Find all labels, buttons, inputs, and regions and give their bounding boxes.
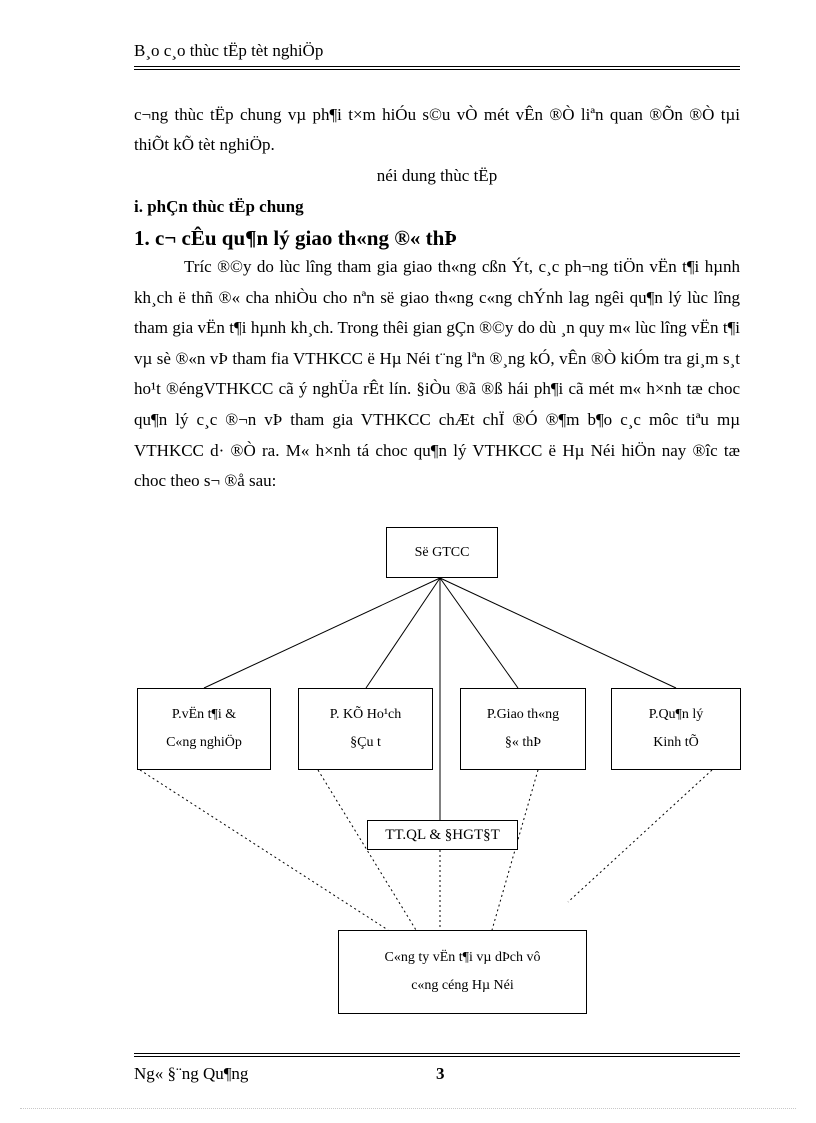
box-company-line2: c«ng céng Hµ Néi bbox=[411, 978, 514, 993]
header-title: B¸o c¸o thùc tËp tèt nghiÖp bbox=[134, 41, 324, 60]
box-so-gtcc bbox=[386, 527, 498, 578]
intro-paragraph: c¬ng thùc tËp chung vµ ph¶i t×m hiÓu s©u vÒ mét vÊn ®Ò liªn quan ®Õn ®Ò tµi thiÕt kÕ tèt nghiÖp. bbox=[134, 105, 740, 154]
box-dept-van-tai bbox=[137, 688, 271, 770]
box-dept-quan-ly bbox=[611, 688, 741, 770]
box-dept-van-tai-line2: C«ng nghiÖp bbox=[166, 735, 242, 750]
dotted-dept1-company bbox=[140, 770, 388, 930]
connector-dept1 bbox=[204, 578, 440, 688]
section-center-title: néi dung thùc tËp bbox=[376, 166, 498, 185]
page-number: 3 bbox=[436, 1064, 445, 1083]
box-dept-giao-thong-line1: P.Giao th«ng bbox=[486, 707, 560, 722]
box-tt-ql bbox=[367, 820, 518, 850]
page-break-divider bbox=[20, 1108, 796, 1109]
box-tt-ql-label: TT.QL & §HGT§T bbox=[385, 827, 500, 843]
connector-dept4 bbox=[440, 578, 676, 688]
dotted-dept4-company bbox=[568, 770, 712, 902]
box-dept-ke-hoach bbox=[298, 688, 433, 770]
box-dept-giao-thong-line2: §« thÞ bbox=[504, 735, 542, 750]
footer-rule-top bbox=[134, 1053, 740, 1054]
connector-dept3 bbox=[440, 578, 518, 688]
subsection-heading: 1. c¬ cÊu qu¶n lý giao th«ng ®« thÞ bbox=[134, 226, 458, 250]
box-dept-quan-ly-line1: P.Qu¶n lý bbox=[648, 707, 704, 722]
box-dept-ke-hoach-line1: P. KÕ Ho¹ch bbox=[329, 707, 402, 722]
footer-author: Ng« §¨ng Qu¶ng bbox=[134, 1064, 249, 1083]
dotted-dept2-company bbox=[318, 770, 416, 930]
dotted-dept3-company bbox=[492, 770, 538, 930]
box-dept-van-tai-line1: P.vËn t¶i & bbox=[171, 707, 237, 722]
box-company bbox=[338, 930, 587, 1014]
section-heading: i. phÇn thùc tËp chung bbox=[134, 197, 304, 216]
box-company-line1: C«ng ty vËn t¶i vµ dÞch vô bbox=[384, 950, 541, 965]
box-dept-quan-ly-line2: Kinh tÕ bbox=[653, 735, 699, 750]
connector-dept2 bbox=[366, 578, 440, 688]
footer-rule-bottom bbox=[134, 1056, 740, 1057]
body-paragraph: Tríc ®©y do lùc lîng tham gia giao th«ng cßn Ýt, c¸c ph¬ng tiÖn vËn t¶i hµnh kh¸ch ë thñ ®« cha nhiÒu cho nªn së giao th«ng c«ng chÝnh lag ngêi qu¶n lý lùc lîng tham gia vËn t¶i hµnh kh¸ch. Trong thêi gian gÇn ®©y do dù ¸n quy m« lùc lîng vËn t¶i vµ sè ®«n vÞ tham fia VTHKCC ë Hµ Néi t¨ng lªn ®¸ng kÓ, vÊn ®Ò kiÓm tra gi¸m s¸t ho¹t ®éngVTHKCC cã ý nghÜa rÊt lín. §iÒu ®ã ®ß hái ph¶i cã mét m« h×nh tæ choc qu¶n lý c¸c ®¬n vÞ tham gia VTHKCC chÆt chÏ ®Ó ®¶m b¶o c¸c môc tiªu mµ VTHKCC d· ®Ò ra. M« h×nh tá choc qu¶n lý VTHKCC ë Hµ Néi hiÖn nay ®îc tæ choc theo s¬ ®å sau: bbox=[134, 257, 740, 491]
box-dept-ke-hoach-line2: §Çu t bbox=[350, 735, 381, 750]
box-so-gtcc-label: Së GTCC bbox=[414, 544, 470, 560]
box-dept-giao-thong bbox=[460, 688, 586, 770]
